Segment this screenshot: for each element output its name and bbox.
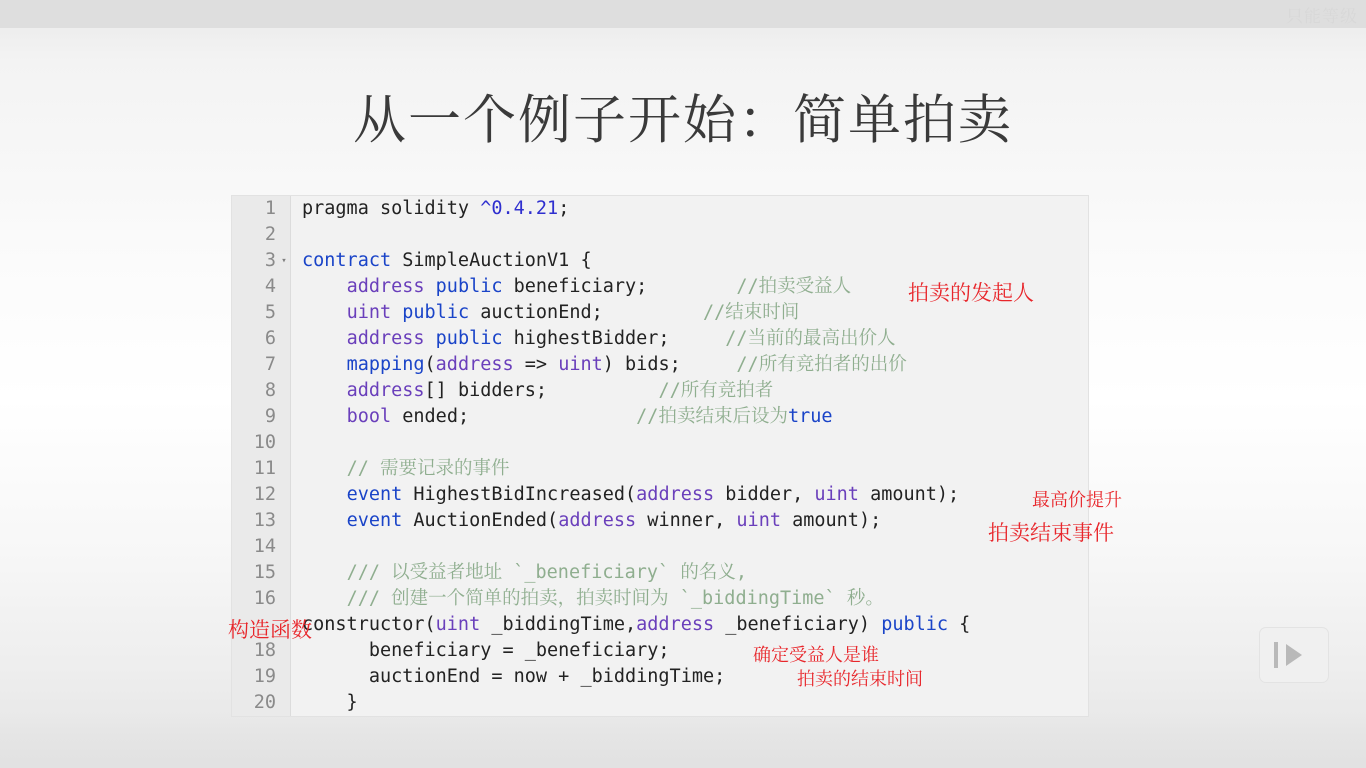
code-token: [] bidders; bbox=[424, 380, 659, 401]
code-token bbox=[302, 380, 347, 401]
code-token bbox=[425, 276, 436, 297]
code-text bbox=[290, 638, 670, 664]
code-token: address bbox=[636, 614, 715, 635]
code-token: constructor( bbox=[302, 614, 436, 635]
code-token: //拍卖受益人 bbox=[736, 276, 852, 297]
code-text bbox=[290, 378, 773, 404]
line-number: 12 bbox=[253, 484, 276, 505]
code-token: AuctionEnded( bbox=[402, 510, 559, 531]
code-text bbox=[290, 196, 569, 222]
code-token bbox=[302, 406, 347, 427]
code-token: /// 创建一个简单的拍卖，拍卖时间为 `_biddingTime` 秒。 bbox=[346, 588, 884, 609]
code-text bbox=[290, 508, 881, 534]
page-title: 从一个例子开始：简单拍卖 bbox=[353, 90, 1013, 151]
line-number: 18 bbox=[253, 640, 276, 661]
code-token: uint bbox=[736, 510, 781, 531]
code-token: //所有竞拍者 bbox=[658, 380, 774, 401]
code-text bbox=[290, 690, 358, 716]
code-token: //当前的最高出价人 bbox=[725, 328, 896, 349]
annotation-label: 构造函数 bbox=[228, 618, 312, 642]
code-token: //拍卖结束后设为 bbox=[636, 406, 788, 427]
code-line-row bbox=[232, 534, 1088, 560]
line-number: 15 bbox=[253, 562, 276, 583]
code-token: ^0.4.21 bbox=[480, 198, 559, 219]
code-token: bidder, bbox=[714, 484, 815, 505]
code-token: // 需要记录的事件 bbox=[346, 458, 510, 479]
code-token: => bbox=[513, 354, 559, 375]
code-token: auctionEnd; bbox=[469, 302, 703, 323]
code-text bbox=[290, 404, 833, 430]
code-token bbox=[302, 302, 347, 323]
code-line-row bbox=[232, 248, 1088, 274]
code-token: address bbox=[346, 276, 425, 297]
code-token: amount); bbox=[858, 484, 960, 505]
code-token: uint bbox=[814, 484, 859, 505]
code-token: /// 以受益者地址 `_beneficiary` 的名义, bbox=[346, 562, 747, 583]
play-badge-icon[interactable] bbox=[1260, 628, 1328, 682]
code-token: event bbox=[346, 510, 403, 531]
code-token: winner, bbox=[636, 510, 737, 531]
code-token: beneficiary = _beneficiary; bbox=[302, 640, 670, 661]
code-token bbox=[391, 302, 402, 323]
code-line-row bbox=[232, 326, 1088, 352]
annotation-label: 拍卖结束事件 bbox=[988, 521, 1114, 545]
code-token: address bbox=[346, 380, 425, 401]
code-text bbox=[290, 352, 907, 378]
code-token: ended; bbox=[391, 406, 637, 427]
annotation-label: 最高价提升 bbox=[1032, 490, 1122, 511]
code-token: public bbox=[881, 614, 949, 635]
code-text bbox=[290, 326, 896, 352]
bottom-gradient bbox=[0, 716, 1366, 768]
code-token bbox=[302, 354, 347, 375]
line-number: 2 bbox=[264, 224, 276, 245]
line-number: 1 bbox=[264, 198, 276, 219]
code-token: public bbox=[435, 328, 503, 349]
line-number: 9 bbox=[264, 406, 276, 427]
code-line-row bbox=[232, 456, 1088, 482]
code-line-row bbox=[232, 508, 1088, 534]
code-line-row bbox=[232, 560, 1088, 586]
code-line-row bbox=[232, 222, 1088, 248]
code-text bbox=[290, 300, 799, 326]
code-token bbox=[302, 276, 347, 297]
code-token: address bbox=[558, 510, 637, 531]
code-token: _beneficiary) bbox=[714, 614, 882, 635]
code-text bbox=[290, 248, 592, 274]
code-line-row bbox=[232, 482, 1088, 508]
code-token: HighestBidIncreased( bbox=[402, 484, 637, 505]
code-token: event bbox=[346, 484, 403, 505]
code-token bbox=[302, 458, 347, 479]
code-token: ; bbox=[558, 198, 570, 219]
code-token bbox=[302, 588, 347, 609]
code-token: uint bbox=[346, 302, 392, 323]
code-token: address bbox=[636, 484, 715, 505]
code-token bbox=[302, 510, 347, 531]
code-text bbox=[290, 664, 725, 690]
code-line-row bbox=[232, 690, 1088, 716]
code-token bbox=[302, 328, 347, 349]
code-line-row bbox=[232, 612, 1088, 638]
code-text bbox=[290, 560, 747, 586]
code-token: auctionEnd = now + _biddingTime; bbox=[302, 666, 726, 687]
line-number: 13 bbox=[253, 510, 276, 531]
code-token: address bbox=[435, 354, 514, 375]
annotation-label: 拍卖的结束时间 bbox=[797, 669, 923, 690]
code-line-row bbox=[232, 196, 1088, 222]
code-token: address bbox=[346, 328, 425, 349]
code-line-row bbox=[232, 404, 1088, 430]
line-number: 7 bbox=[264, 354, 276, 375]
play-triangle-icon bbox=[1286, 644, 1302, 666]
code-token: SimpleAuctionV1 { bbox=[391, 250, 592, 271]
code-token bbox=[425, 328, 436, 349]
code-token: highestBidder; bbox=[502, 328, 726, 349]
watermark-text: 只能等级 bbox=[1286, 7, 1358, 27]
code-token: //结束时间 bbox=[703, 302, 800, 323]
code-line-row bbox=[232, 378, 1088, 404]
code-line-row bbox=[232, 638, 1088, 664]
code-token bbox=[302, 484, 347, 505]
code-token: } bbox=[302, 692, 358, 713]
code-token: uint bbox=[558, 354, 603, 375]
code-text bbox=[290, 586, 884, 612]
line-number: 11 bbox=[253, 458, 276, 479]
annotation-label: 确定受益人是谁 bbox=[753, 645, 879, 666]
code-token: bool bbox=[346, 406, 392, 427]
line-number: 3 bbox=[264, 250, 276, 271]
annotation-label: 拍卖的发起人 bbox=[908, 281, 1034, 305]
code-token: mapping bbox=[346, 354, 425, 375]
code-text bbox=[290, 482, 959, 508]
line-number: 16 bbox=[253, 588, 276, 609]
code-token bbox=[302, 562, 347, 583]
code-fold-toggle-icon[interactable]: ▾ bbox=[281, 256, 287, 266]
code-text bbox=[290, 274, 851, 300]
line-number: 20 bbox=[253, 692, 276, 713]
line-number: 19 bbox=[253, 666, 276, 687]
code-text bbox=[290, 612, 970, 638]
code-lines-container bbox=[232, 196, 1088, 716]
code-token: pragma solidity bbox=[302, 198, 481, 219]
code-token: amount); bbox=[780, 510, 882, 531]
top-bar bbox=[0, 0, 1366, 28]
code-text bbox=[290, 456, 509, 482]
line-number: 5 bbox=[264, 302, 276, 323]
line-number: 4 bbox=[264, 276, 276, 297]
code-line-row bbox=[232, 664, 1088, 690]
code-token: public bbox=[402, 302, 470, 323]
code-token: uint bbox=[435, 614, 481, 635]
code-token: true bbox=[787, 406, 833, 427]
code-panel bbox=[232, 196, 1088, 716]
line-number: 6 bbox=[264, 328, 276, 349]
code-token: public bbox=[435, 276, 503, 297]
line-number: 14 bbox=[253, 536, 276, 557]
code-token: beneficiary; bbox=[502, 276, 737, 297]
code-line-row bbox=[232, 430, 1088, 456]
code-line-row bbox=[232, 586, 1088, 612]
code-token: //所有竞拍者的出价 bbox=[736, 354, 907, 375]
code-token: contract bbox=[302, 250, 392, 271]
code-token: ( bbox=[424, 354, 436, 375]
code-line-row bbox=[232, 352, 1088, 378]
code-token: _biddingTime, bbox=[480, 614, 637, 635]
code-token: { bbox=[948, 614, 971, 635]
play-badge-bar bbox=[1274, 642, 1278, 668]
code-token: ) bids; bbox=[602, 354, 737, 375]
line-number: 8 bbox=[264, 380, 276, 401]
line-number: 10 bbox=[253, 432, 276, 453]
